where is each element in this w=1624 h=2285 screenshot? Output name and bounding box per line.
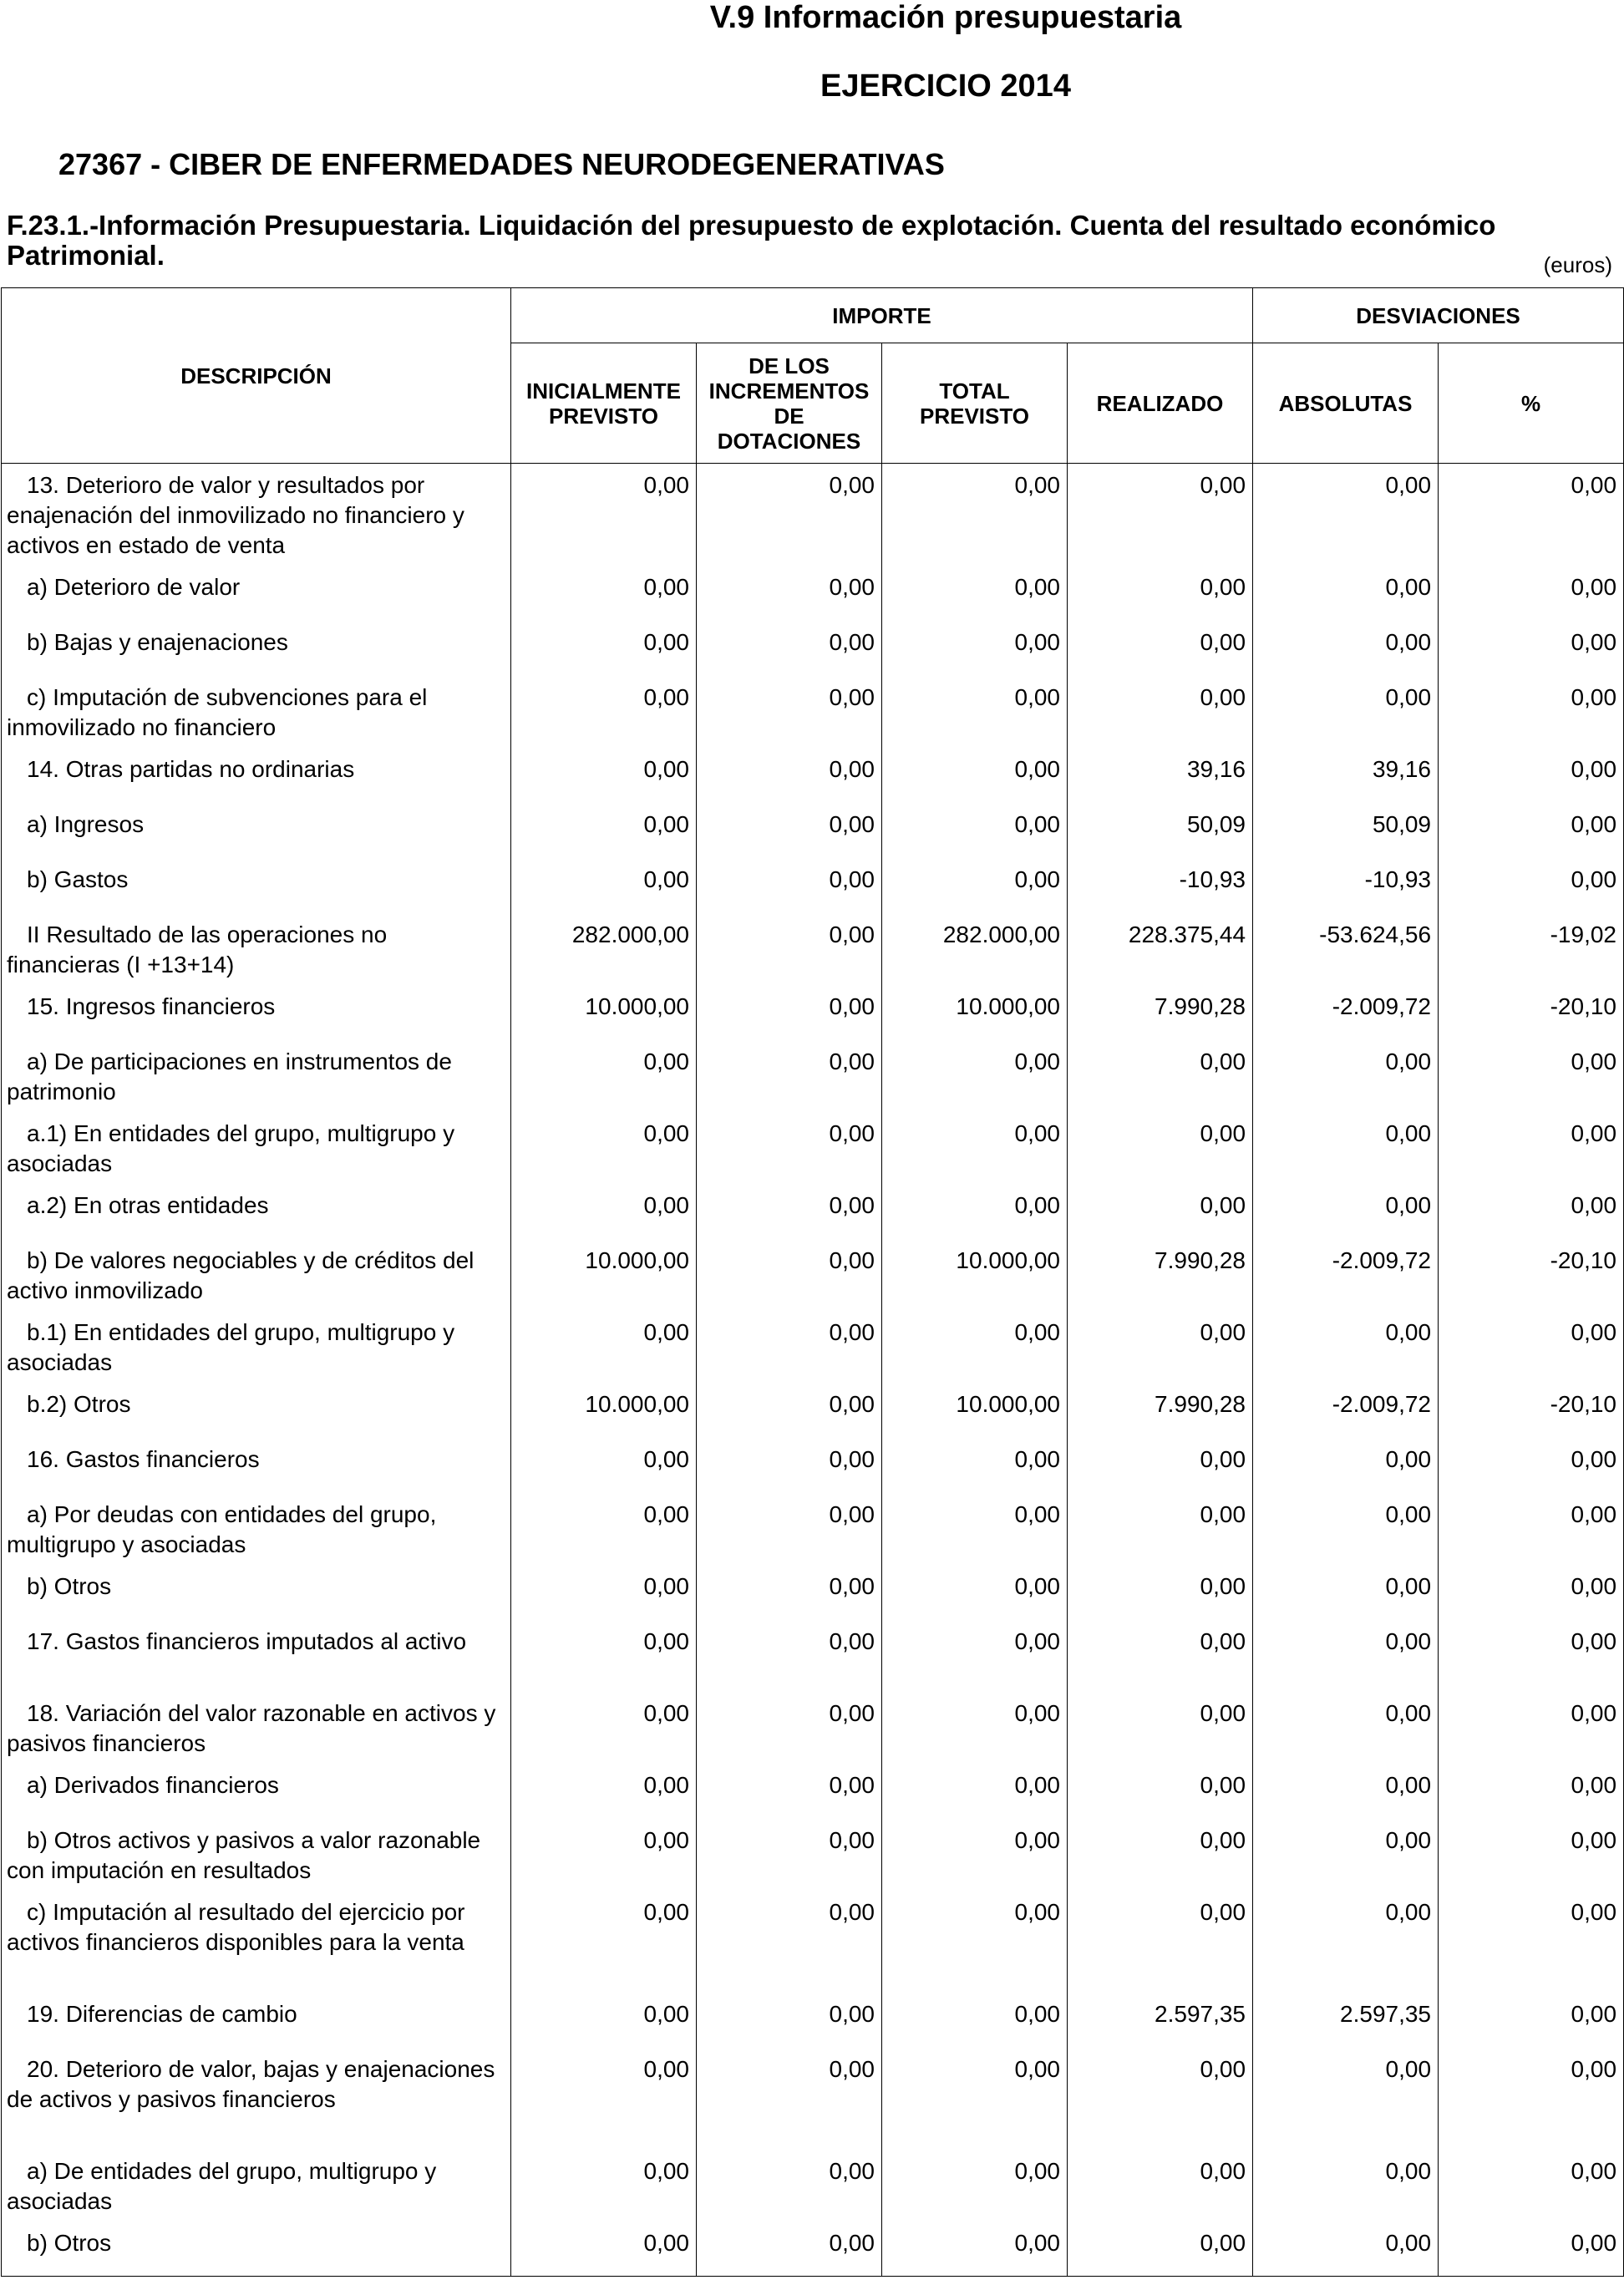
row-value: 0,00 — [697, 1438, 882, 1493]
row-value: 0,00 — [697, 1112, 882, 1184]
row-value: 0,00 — [697, 1493, 882, 1565]
row-description-text: b.1) En entidades del grupo, multigrupo y asociadas — [7, 1318, 455, 1375]
row-value: 0,00 — [1253, 1493, 1439, 1565]
row-value: 0,00 — [882, 2048, 1068, 2150]
header-description: DESCRIPCIÓN — [2, 288, 511, 464]
row-value: 0,00 — [697, 2150, 882, 2222]
row-value: 0,00 — [1439, 1184, 1624, 1239]
row-description-text: 13. Deterioro de valor y resultados por enajenación del inmovilizado no financiero y activos en estado de venta — [7, 472, 464, 558]
row-value: 0,00 — [1439, 2150, 1624, 2222]
row-value: 0,00 — [1068, 2150, 1253, 2222]
table-row — [2, 985, 1624, 1040]
row-value: 0,00 — [1068, 2048, 1253, 2150]
row-value: 0,00 — [511, 464, 697, 566]
row-value: 0,00 — [1439, 1993, 1624, 2048]
row-value: 0,00 — [882, 1565, 1068, 1620]
row-value: 0,00 — [697, 1993, 882, 2048]
row-description — [2, 676, 511, 748]
row-description — [2, 1692, 511, 1764]
row-value: 10.000,00 — [882, 1239, 1068, 1311]
report-caption: F.23.1.-Información Presupuestaria. Liquidación del presupuesto de explotación. Cuenta del resultado económico Patrimonial. — [7, 210, 1496, 271]
row-value: 0,00 — [1253, 1311, 1439, 1383]
row-value: 0,00 — [511, 2150, 697, 2222]
row-value: 0,00 — [511, 676, 697, 748]
row-description-text: 20. Deterioro de valor, bajas y enajenaciones de activos y pasivos financieros — [7, 2055, 495, 2112]
row-value: -2.009,72 — [1253, 1239, 1439, 1311]
row-description-text: c) Imputación de subvenciones para el inmovilizado no financiero — [7, 683, 428, 740]
table-row — [2, 1184, 1624, 1239]
row-value: 0,00 — [511, 1819, 697, 1891]
row-value: 0,00 — [1068, 1438, 1253, 1493]
row-value: 282.000,00 — [882, 913, 1068, 985]
table-row — [2, 1239, 1624, 1311]
row-value: 0,00 — [511, 1620, 697, 1692]
row-value: 0,00 — [697, 1040, 882, 1112]
row-value: 0,00 — [1439, 1438, 1624, 1493]
row-value: 0,00 — [511, 566, 697, 621]
row-description-text: a) Derivados financieros — [27, 1771, 279, 1798]
row-value: 0,00 — [882, 1040, 1068, 1112]
row-value: 0,00 — [1439, 566, 1624, 621]
row-value: 0,00 — [697, 676, 882, 748]
table-row — [2, 1438, 1624, 1493]
row-description — [2, 1112, 511, 1184]
units-label: (euros) — [1543, 252, 1612, 277]
row-description — [2, 1819, 511, 1891]
table-row — [2, 621, 1624, 676]
row-description-text: b) Otros activos y pasivos a valor razonable con imputación en resultados — [7, 1826, 481, 1883]
row-value: 0,00 — [1439, 1891, 1624, 1993]
row-value: 0,00 — [1439, 1565, 1624, 1620]
row-value: 0,00 — [1253, 621, 1439, 676]
row-value: 0,00 — [1253, 1819, 1439, 1891]
row-value: -20,10 — [1439, 1239, 1624, 1311]
row-value: 50,09 — [1068, 803, 1253, 858]
row-value: 0,00 — [1068, 1891, 1253, 1993]
row-value: 0,00 — [1253, 676, 1439, 748]
row-value: 0,00 — [511, 1692, 697, 1764]
row-value: 0,00 — [882, 803, 1068, 858]
table-row — [2, 858, 1624, 913]
row-description — [2, 1493, 511, 1565]
row-description — [2, 621, 511, 676]
row-value: 282.000,00 — [511, 913, 697, 985]
row-value: 0,00 — [697, 2048, 882, 2150]
table-row — [2, 748, 1624, 803]
row-value: 0,00 — [1253, 1764, 1439, 1819]
header-group-desviaciones: DESVIACIONES — [1253, 288, 1624, 343]
row-description — [2, 1383, 511, 1438]
row-description-text: 15. Ingresos financieros — [27, 993, 276, 1019]
row-value: 0,00 — [511, 2048, 697, 2150]
row-value: 0,00 — [697, 1311, 882, 1383]
row-value: 0,00 — [1253, 464, 1439, 566]
row-value: 0,00 — [511, 1891, 697, 1993]
row-value: 0,00 — [1068, 464, 1253, 566]
row-description — [2, 748, 511, 803]
row-description-text: b) Bajas y enajenaciones — [27, 628, 288, 655]
table-row — [2, 1993, 1624, 2048]
row-value: 7.990,28 — [1068, 985, 1253, 1040]
row-value: 0,00 — [882, 2222, 1068, 2277]
row-value: 0,00 — [1253, 2048, 1439, 2150]
row-description-text: 17. Gastos financieros imputados al activo — [27, 1627, 467, 1654]
row-value: 0,00 — [697, 1620, 882, 1692]
row-description — [2, 1891, 511, 1993]
row-value: 0,00 — [882, 1891, 1068, 1993]
row-description — [2, 858, 511, 913]
header-realizado: REALIZADO — [1068, 343, 1253, 464]
row-value: 0,00 — [1253, 1112, 1439, 1184]
row-description-text: b) De valores negociables y de créditos del activo inmovilizado — [7, 1247, 475, 1303]
row-value: 0,00 — [882, 858, 1068, 913]
row-value: 0,00 — [882, 676, 1068, 748]
row-value: 0,00 — [882, 1764, 1068, 1819]
row-value: 0,00 — [697, 1764, 882, 1819]
budget-table — [1, 287, 1624, 2277]
row-value: -10,93 — [1068, 858, 1253, 913]
row-value: 0,00 — [697, 1184, 882, 1239]
table-row — [2, 1311, 1624, 1383]
table-row — [2, 1493, 1624, 1565]
row-value: 0,00 — [1439, 2222, 1624, 2277]
table-row — [2, 1112, 1624, 1184]
row-description — [2, 803, 511, 858]
row-value: 0,00 — [1068, 566, 1253, 621]
row-value: 0,00 — [1439, 464, 1624, 566]
table-row — [2, 1692, 1624, 1764]
row-description — [2, 2048, 511, 2150]
row-value: 2.597,35 — [1068, 1993, 1253, 2048]
row-value: 0,00 — [1253, 1040, 1439, 1112]
row-value: 0,00 — [697, 1565, 882, 1620]
row-value: 0,00 — [1068, 676, 1253, 748]
row-value: 0,00 — [697, 985, 882, 1040]
row-value: 0,00 — [882, 1311, 1068, 1383]
row-value: 0,00 — [1253, 1438, 1439, 1493]
row-description-text: b) Gastos — [27, 866, 129, 892]
row-description — [2, 1993, 511, 2048]
row-description-text: 16. Gastos financieros — [27, 1445, 260, 1472]
table-row — [2, 2150, 1624, 2222]
row-value: 0,00 — [1253, 1692, 1439, 1764]
row-description — [2, 2222, 511, 2277]
row-value: -20,10 — [1439, 985, 1624, 1040]
row-description-text: a.1) En entidades del grupo, multigrupo y asociadas — [7, 1120, 455, 1176]
row-value: 0,00 — [697, 1819, 882, 1891]
header-incrementos-dotaciones: DE LOS INCREMENTOS DE DOTACIONES — [697, 343, 882, 464]
row-value: 0,00 — [511, 1184, 697, 1239]
row-value: 0,00 — [1253, 2222, 1439, 2277]
row-value: 0,00 — [511, 1565, 697, 1620]
row-value: 0,00 — [1439, 748, 1624, 803]
row-value: 0,00 — [511, 1040, 697, 1112]
row-description — [2, 1438, 511, 1493]
row-description-text: b.2) Otros — [27, 1390, 131, 1417]
row-value: 0,00 — [1439, 1764, 1624, 1819]
row-value: 0,00 — [1068, 1620, 1253, 1692]
row-value: -20,10 — [1439, 1383, 1624, 1438]
table-body — [2, 464, 1624, 2277]
row-value: 0,00 — [697, 1383, 882, 1438]
header-group-importe: IMPORTE — [511, 288, 1253, 343]
row-description-text: b) Otros — [27, 2229, 112, 2256]
row-value: 0,00 — [1439, 621, 1624, 676]
row-value: -19,02 — [1439, 913, 1624, 985]
row-value: 0,00 — [511, 1112, 697, 1184]
row-description-text: a) Por deudas con entidades del grupo, multigrupo y asociadas — [7, 1500, 437, 1557]
row-value: 0,00 — [1068, 1565, 1253, 1620]
row-value: 0,00 — [1068, 1493, 1253, 1565]
row-value: 10.000,00 — [511, 1383, 697, 1438]
table-row — [2, 464, 1624, 566]
row-description — [2, 464, 511, 566]
row-value: 0,00 — [697, 1891, 882, 1993]
row-value: 39,16 — [1068, 748, 1253, 803]
row-value: 0,00 — [511, 858, 697, 913]
row-value: 0,00 — [1439, 1493, 1624, 1565]
row-value: 0,00 — [1068, 2222, 1253, 2277]
row-description — [2, 1565, 511, 1620]
row-value: 0,00 — [697, 566, 882, 621]
row-value: 0,00 — [697, 748, 882, 803]
row-description — [2, 2150, 511, 2222]
row-value: 0,00 — [697, 858, 882, 913]
entity-title: 27367 - CIBER DE ENFERMEDADES NEURODEGENERATIVAS — [58, 147, 945, 181]
row-value: 0,00 — [882, 566, 1068, 621]
row-value: 0,00 — [882, 1620, 1068, 1692]
row-value: 0,00 — [1253, 1620, 1439, 1692]
row-value: 7.990,28 — [1068, 1383, 1253, 1438]
row-value: 0,00 — [882, 1819, 1068, 1891]
row-value: 10.000,00 — [882, 1383, 1068, 1438]
row-value: 0,00 — [511, 2222, 697, 2277]
header-percent: % — [1439, 343, 1624, 464]
row-description-text: II Resultado de las operaciones no financieras (I +13+14) — [7, 921, 388, 977]
row-value: 0,00 — [511, 748, 697, 803]
table-row — [2, 2048, 1624, 2150]
row-value: 0,00 — [697, 621, 882, 676]
section-title: V.9 Información presupuestaria — [709, 0, 1182, 35]
row-value: 10.000,00 — [511, 1239, 697, 1311]
row-value: 0,00 — [1068, 1112, 1253, 1184]
row-value: 0,00 — [1439, 1040, 1624, 1112]
row-value: 0,00 — [1253, 1184, 1439, 1239]
table-row — [2, 1040, 1624, 1112]
row-value: 0,00 — [511, 803, 697, 858]
row-value: -10,93 — [1253, 858, 1439, 913]
row-description — [2, 1040, 511, 1112]
row-value: 0,00 — [1068, 621, 1253, 676]
row-description-text: 14. Otras partidas no ordinarias — [27, 755, 355, 782]
row-value: 0,00 — [511, 1493, 697, 1565]
row-value: -2.009,72 — [1253, 1383, 1439, 1438]
row-value: 0,00 — [1439, 803, 1624, 858]
row-value: 0,00 — [1068, 1819, 1253, 1891]
row-description — [2, 566, 511, 621]
header-total-previsto: TOTAL PREVISTO — [882, 343, 1068, 464]
row-value: 0,00 — [1439, 1692, 1624, 1764]
header-absolutas: ABSOLUTAS — [1253, 343, 1439, 464]
row-description-text: c) Imputación al resultado del ejercicio por activos financieros disponibles para la venta — [7, 1898, 465, 1955]
row-value: 0,00 — [882, 1692, 1068, 1764]
row-description-text: a) De participaciones en instrumentos de patrimonio — [7, 1048, 452, 1104]
row-value: 0,00 — [1068, 1692, 1253, 1764]
row-value: 0,00 — [511, 1993, 697, 2048]
row-value: 0,00 — [511, 1764, 697, 1819]
row-value: 0,00 — [882, 1112, 1068, 1184]
row-description-text: a) Ingresos — [27, 810, 145, 837]
row-value: 0,00 — [697, 803, 882, 858]
table-row — [2, 1565, 1624, 1620]
row-value: 0,00 — [882, 621, 1068, 676]
fiscal-year-title: EJERCICIO 2014 — [820, 69, 1071, 104]
row-value: 0,00 — [1068, 1040, 1253, 1112]
row-value: 0,00 — [882, 1438, 1068, 1493]
row-description-text: b) Otros — [27, 1572, 112, 1599]
row-description-text: 18. Variación del valor razonable en activos y pasivos financieros — [7, 1699, 496, 1756]
row-description — [2, 1620, 511, 1692]
row-value: 0,00 — [511, 1438, 697, 1493]
row-value: -53.624,56 — [1253, 913, 1439, 985]
row-value: 0,00 — [1439, 2048, 1624, 2150]
row-value: 2.597,35 — [1253, 1993, 1439, 2048]
row-value: 0,00 — [882, 464, 1068, 566]
row-value: 228.375,44 — [1068, 913, 1253, 985]
row-value: 0,00 — [1439, 1620, 1624, 1692]
table-row — [2, 1620, 1624, 1692]
row-value: 0,00 — [697, 464, 882, 566]
table-row — [2, 913, 1624, 985]
table-row — [2, 1383, 1624, 1438]
row-value: -2.009,72 — [1253, 985, 1439, 1040]
table-row — [2, 2222, 1624, 2277]
row-description — [2, 1184, 511, 1239]
row-value: 0,00 — [882, 748, 1068, 803]
row-value: 0,00 — [697, 913, 882, 985]
row-description — [2, 1239, 511, 1311]
row-value: 0,00 — [882, 1493, 1068, 1565]
row-value: 0,00 — [882, 2150, 1068, 2222]
row-description — [2, 913, 511, 985]
row-value: 10.000,00 — [511, 985, 697, 1040]
table-row — [2, 676, 1624, 748]
row-value: 0,00 — [882, 1184, 1068, 1239]
row-value: 0,00 — [1068, 1311, 1253, 1383]
table-row — [2, 1764, 1624, 1819]
row-value: 0,00 — [1068, 1184, 1253, 1239]
row-value: 0,00 — [882, 1993, 1068, 2048]
row-value: 0,00 — [511, 621, 697, 676]
row-value: 7.990,28 — [1068, 1239, 1253, 1311]
row-value: 0,00 — [697, 2222, 882, 2277]
row-value: 10.000,00 — [882, 985, 1068, 1040]
row-value: 0,00 — [1439, 1311, 1624, 1383]
row-description-text: a.2) En otras entidades — [27, 1191, 269, 1218]
row-value: 0,00 — [1439, 1819, 1624, 1891]
table-row — [2, 566, 1624, 621]
row-description — [2, 1764, 511, 1819]
row-value: 0,00 — [1068, 1764, 1253, 1819]
row-value: 50,09 — [1253, 803, 1439, 858]
row-value: 0,00 — [1253, 2150, 1439, 2222]
row-value: 0,00 — [1439, 676, 1624, 748]
header-inicialmente-previsto: INICIALMENTE PREVISTO — [511, 343, 697, 464]
row-value: 0,00 — [511, 1311, 697, 1383]
table-row — [2, 803, 1624, 858]
row-description-text: a) De entidades del grupo, multigrupo y asociadas — [7, 2157, 437, 2214]
row-value: 0,00 — [1253, 1565, 1439, 1620]
table-row — [2, 1819, 1624, 1891]
row-value: 0,00 — [697, 1692, 882, 1764]
row-description — [2, 1311, 511, 1383]
row-value: 0,00 — [697, 1239, 882, 1311]
table-row — [2, 1891, 1624, 1993]
row-value: 0,00 — [1439, 1112, 1624, 1184]
row-description-text: 19. Diferencias de cambio — [27, 2000, 297, 2027]
row-value: 39,16 — [1253, 748, 1439, 803]
row-value: 0,00 — [1253, 566, 1439, 621]
row-value: 0,00 — [1253, 1891, 1439, 1993]
row-value: 0,00 — [1439, 858, 1624, 913]
row-description-text: a) Deterioro de valor — [27, 573, 241, 600]
row-description — [2, 985, 511, 1040]
